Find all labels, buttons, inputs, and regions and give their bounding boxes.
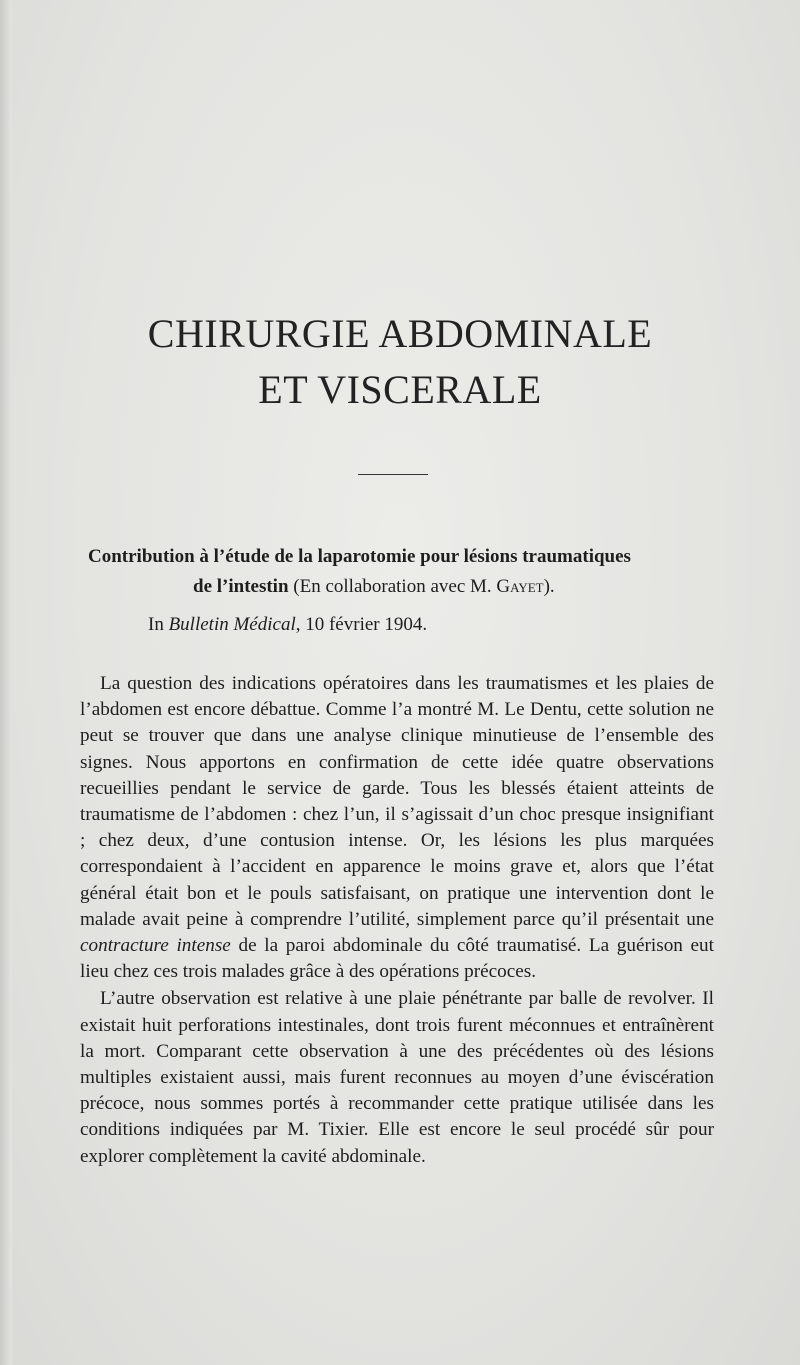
- section-title-line-2: ET VISCERALE: [258, 367, 542, 412]
- paragraph-1-end: de la paroi abdominale du côté traumatisé. La guérison eut lieu chez ces trois malades grâce à des opérations précoces.: [80, 935, 714, 983]
- paragraph-1-start: La question des indications opératoires dans les traumatismes et les plaies de l’abdomen est encore débattue. Comme l’a montré M. Le Dentu, cette solution ne peut se trouver que dans une analyse clinique minutieuse de l’ensemble des signes. Nous apportons en confirmation de cette idée quatre observations recueillies pendant le service de garde. Tous les blessés étaient atteints de traumatisme de l’abdomen : chez l’un, il s’agissait d’un choc presque insignifiant ; chez deux, d’une contusion intense. Or, les lésions les plus marquées correspondaient à l’accident en apparence le moins grave et, alors que l’état général était bon et le pouls satisfaisant, on pratique une intervention dont le malade avait peine à comprendre l’utilité, simplement parce qu’il présentait une: [80, 673, 714, 930]
- source-prefix: In: [148, 614, 169, 635]
- entry-title-continued: de l’intestin: [193, 576, 289, 597]
- paragraph-1: [80, 671, 714, 985]
- entry-title-text: Contribution à l’étude de la laparotomie pour lésions traumatiques: [88, 546, 631, 567]
- publication-source: [148, 614, 427, 636]
- collaboration-prefix: (En collaboration avec M.: [288, 576, 497, 597]
- collaboration-suffix: ).: [543, 576, 555, 597]
- body-text: [80, 671, 714, 1170]
- entry-title-line-1: [88, 546, 631, 568]
- paragraph-2: L’autre observation est relative à une plaie pénétrante par balle de revolver. Il existait huit perforations intestinales, dont trois furent méconnues et entraînèrent la mort. Comparant cette observation à une des précédentes où des lésions multiples existaient aussi, mais furent reconnues au moyen d’une éviscération précoce, nous sommes portés à recommander cette pratique utilisée dans les conditions indiquées par M. Tixier. Elle est encore le seul procédé sûr pour explorer complètement la cavité abdominale.: [80, 988, 714, 1167]
- emphasis-contracture: contracture intense: [80, 935, 231, 957]
- title-divider: [358, 474, 428, 475]
- collaborator-name: Gayet: [496, 576, 544, 597]
- section-title-line-1: CHIRURGIE ABDOMINALE: [147, 311, 653, 356]
- page-spine-shadow: [0, 0, 12, 1365]
- entry-title-line-2: [193, 576, 555, 598]
- publication-date: , 10 février 1904.: [295, 614, 428, 635]
- journal-name: Bulletin Médical: [168, 614, 296, 635]
